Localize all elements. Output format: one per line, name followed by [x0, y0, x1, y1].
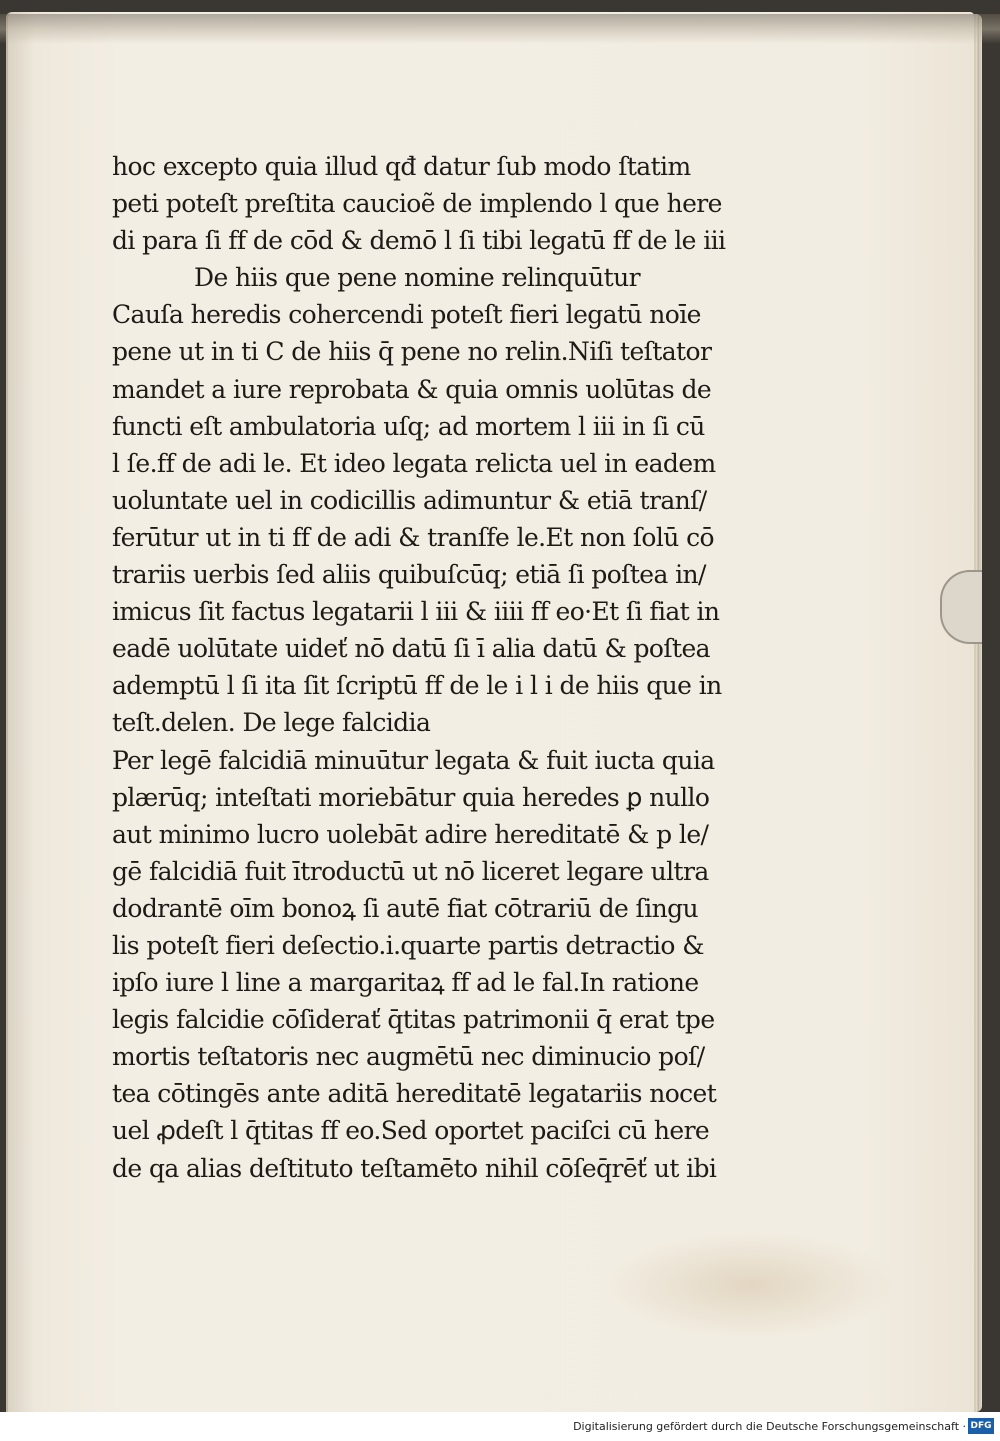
text-line: gē falcidiā fuit ītroductū ut nō liceret legare ultra	[112, 856, 709, 886]
text-line: Per legē falcidiā minuūtur legata & fuit iucta quia	[112, 745, 715, 775]
text-line: teſt.delen. De lege falcidia	[112, 708, 431, 738]
text-line: ipſo iure l line a margaritaꝝ ff ad le fal.In ratione	[112, 968, 699, 998]
text-line: Cauſa heredis cohercendi poteſt fieri legatū noīe	[112, 300, 701, 330]
text-line: ferūtur ut in ti ff de adi & tranſfe le.Et non ſolū cō	[112, 522, 714, 552]
text-line: de qa alias deſtituto teſtamēto nihil cōſeq̄rēť ut ibi	[112, 1153, 717, 1183]
text-line: mandet a iure reprobata & quia omnis uolūtas de	[112, 374, 712, 404]
text-line: hoc excepto quia illud qđ datur ſub modo ſtatim	[112, 152, 691, 181]
text-line: aut minimo lucro uolebāt adire hereditatē & p le/	[112, 819, 709, 849]
text-line: peti poteſt preſtita caucioẽ de implendo l que here	[112, 189, 722, 219]
text-line: imicus ſit factus legatarii l iii & iiii ff eo·Et ſi fiat in	[112, 597, 720, 627]
text-line: plærūq; inteſtati moriebātur quia heredes ꝑ nullo	[112, 782, 710, 812]
text-line: dodrantē oīm bonoꝝ ſi autē fiat cōtrariū de ſingu	[112, 893, 698, 923]
clip-tab	[940, 570, 982, 644]
footer-bar	[0, 1412, 1000, 1441]
text-line: mortis teſtatoris nec augmētū nec diminucio poſ/	[112, 1042, 705, 1072]
text-line: legis falcidie cōſiderať q̄titas patrimonii q̄ erat tpe	[112, 1005, 715, 1035]
text-line: functi eſt ambulatoria uſq; ad mortem l iii in ſi cū	[112, 411, 705, 441]
text-line: trariis uerbis ſed aliis quibuſcūq; etiā ſi poſtea in/	[112, 560, 706, 590]
text-line: uoluntate uel in codicillis adimuntur & etiā tranſ/	[112, 485, 707, 515]
text-line: l ſe.ff de adi le. Et ideo legata relicta uel in eadem	[112, 448, 716, 478]
printed-text-block	[112, 148, 762, 1187]
funding-credit: Digitalisierung gefördert durch die Deutsche Forschungsgemeinschaft ·	[573, 1420, 966, 1433]
section-heading: De hiis que pene nomine relinquūtur	[194, 263, 640, 293]
dfg-logo: DFG	[968, 1418, 994, 1434]
text-line: tea cōtingēs ante aditā hereditatē legatariis nocet	[112, 1079, 717, 1109]
text-line: uel ꝓdeſt l q̄titas ff eo.Sed oportet paciſci cū here	[112, 1116, 710, 1146]
text-line: ademptū l ſi ita ſit ſcriptū ff de le i l i de hiis que in	[112, 671, 722, 701]
text-line: di para ſi ff de cōd & demō l ſi tibi legatū ff de le iii	[112, 226, 726, 256]
text-line: pene ut in ti C de hiis q̄ pene no relin.Niſi teſtator	[112, 337, 712, 367]
text-line: lis poteſt fieri deſectio.i.quarte partis detractio &	[112, 930, 704, 960]
text-line: eadē uolūtate uideť nō datū ſi ī alia datū & poſtea	[112, 634, 710, 664]
